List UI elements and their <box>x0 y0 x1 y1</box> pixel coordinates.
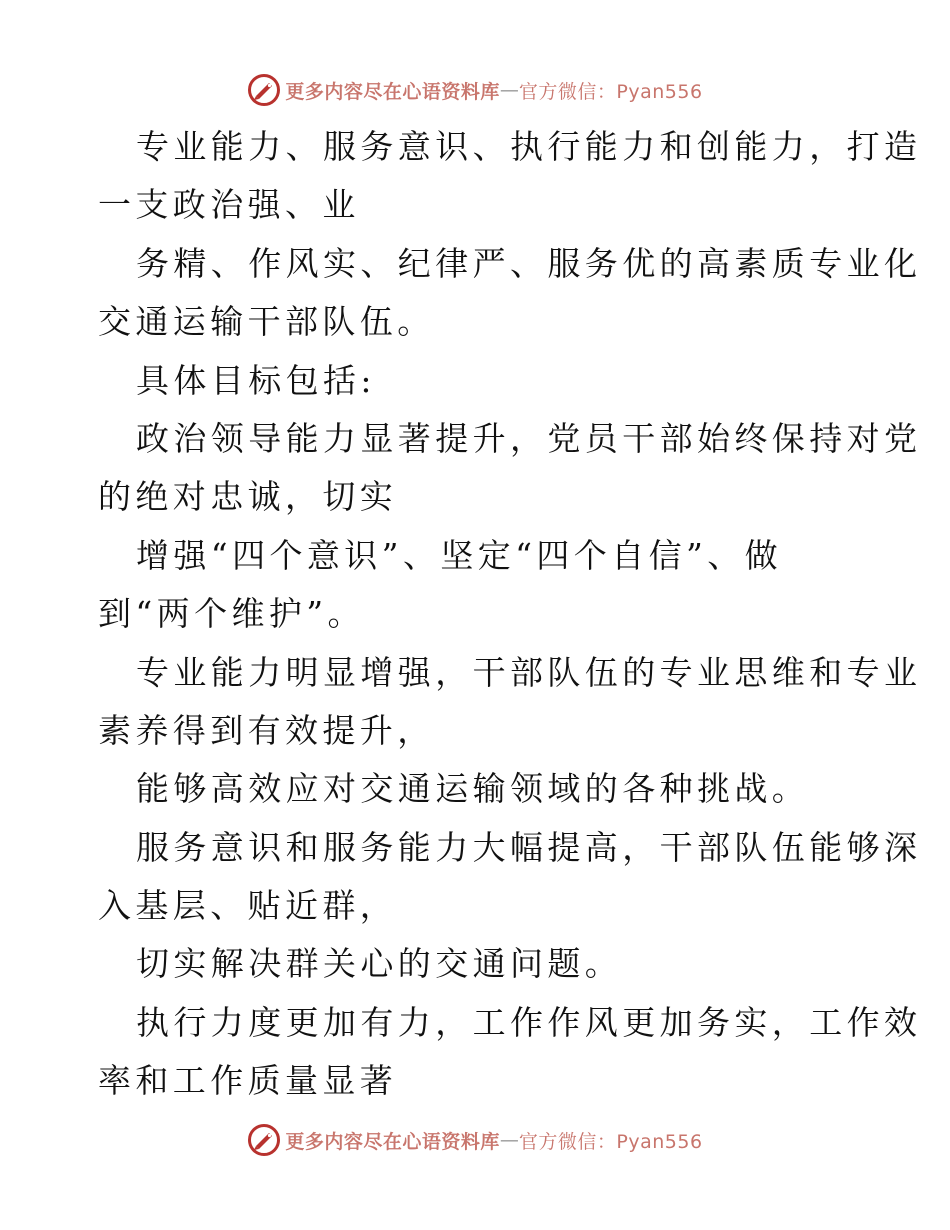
body-line: 专业能力、服务意识、执行能力和创能力，打造 <box>136 127 922 166</box>
banner-slogan: 更多内容尽在心语资料库 <box>285 1130 500 1153</box>
body-line: 服务意识和服务能力大幅提高，干部队伍能够深 <box>136 827 922 867</box>
body-line: 切实解决群关心的交通问题。 <box>136 944 623 984</box>
body-line: 交通运输干部队伍。 <box>98 302 435 342</box>
body-line: 到“两个维护”。 <box>98 594 365 634</box>
header-banner <box>0 72 950 108</box>
footer-banner <box>0 1122 950 1158</box>
pen-logo-icon <box>247 73 281 107</box>
body-line: 入基层、贴近群， <box>98 886 398 926</box>
body-line: 务精、作风实、纪律严、服务优的高素质专业化 <box>136 243 922 283</box>
body-line: 素养得到有效提升， <box>98 710 435 750</box>
body-line: 专业能力明显增强，干部队伍的专业思维和专业 <box>136 652 922 692</box>
banner-separator: — <box>499 79 519 101</box>
banner-slogan: 更多内容尽在心语资料库 <box>285 80 500 103</box>
banner-contact: 官方微信：Pyan556 <box>518 1130 703 1153</box>
body-line: 政治领导能力显著提升，党员干部始终保持对党 <box>136 418 922 458</box>
body-line: 能够高效应对交通运输领域的各种挑战。 <box>136 769 810 809</box>
document-body <box>98 118 922 1111</box>
body-line: 增强“四个意识”、坚定“四个自信”、做 <box>136 535 783 575</box>
body-line: 的绝对忠诚，切实 <box>98 477 398 517</box>
pen-logo-icon <box>247 1123 281 1157</box>
body-line: 具体目标包括: <box>136 360 376 400</box>
banner-contact: 官方微信：Pyan556 <box>518 80 703 103</box>
body-line: 一支政治强、业 <box>98 185 360 225</box>
banner-separator: — <box>499 1129 519 1151</box>
body-line: 执行力度更加有力，工作作风更加务实，工作效 <box>136 1002 922 1042</box>
body-line: 率和工作质量显著 <box>98 1061 398 1101</box>
